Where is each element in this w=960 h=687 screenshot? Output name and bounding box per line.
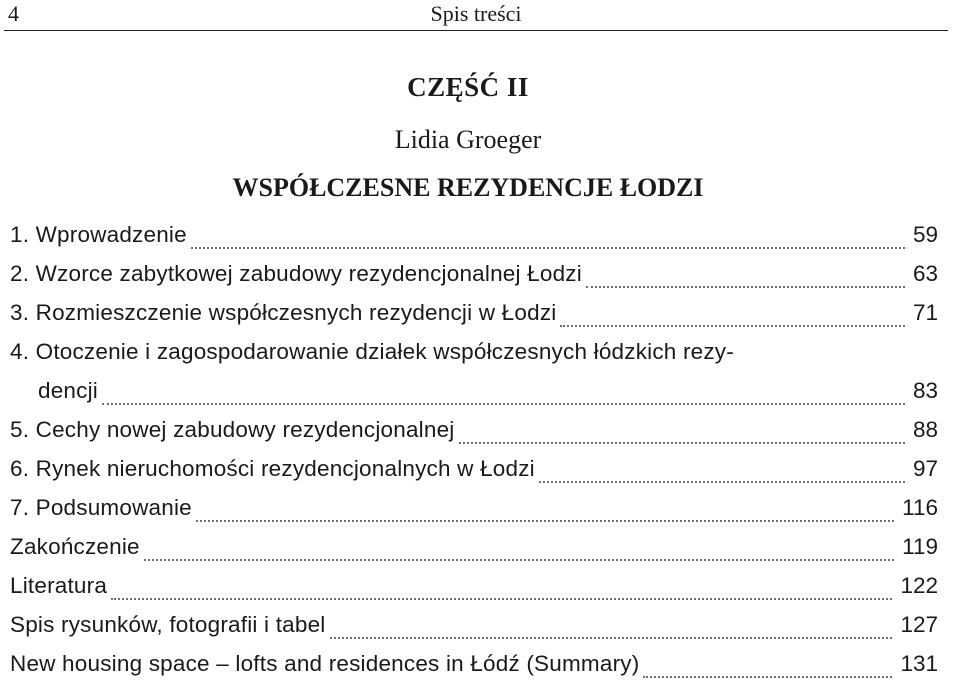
toc-entry-label: New housing space – lofts and residences in Łódź (Summary): [10, 651, 640, 676]
toc-entry-page: 63: [912, 261, 938, 286]
toc-entry-page: 127: [900, 612, 938, 637]
toc-entry-label: Spis rysunków, fotografii i tabel: [10, 612, 326, 637]
toc-entry-page: 71: [912, 300, 938, 325]
toc-entry-label: 7. Podsumowanie: [10, 495, 192, 520]
running-title: Spis treści: [430, 1, 522, 26]
leader-dots: [586, 276, 905, 288]
leader-dots: [539, 471, 905, 483]
section-title: WSPÓŁCZESNE REZYDENCJE ŁODZI: [232, 173, 704, 202]
toc-entry-label: Zakończenie: [10, 534, 140, 559]
toc-entry-summary[interactable]: [10, 495, 946, 531]
toc-entry-features[interactable]: [10, 417, 946, 453]
toc-entry-label-continuation: dencji: [38, 378, 98, 403]
author-name: Lidia Groeger: [394, 125, 542, 154]
toc-entry-label: 1. Wprowadzenie: [10, 222, 187, 247]
leader-dots: [643, 666, 892, 678]
leader-dots: [191, 237, 905, 249]
leader-dots: [560, 315, 905, 327]
toc-entry-page: 88: [912, 417, 938, 442]
toc-entry-label: 3. Rozmieszczenie współczesnych rezydencji w Łodzi: [10, 300, 557, 325]
toc-entry-page: 97: [912, 456, 938, 481]
toc-entry-label: 2. Wzorce zabytkowej zabudowy rezydencjonalnej Łodzi: [10, 261, 582, 286]
leader-dots: [459, 432, 905, 444]
toc-entry-conclusion[interactable]: [10, 534, 946, 570]
toc-entry-distribution[interactable]: [10, 300, 946, 336]
leader-dots: [330, 627, 892, 639]
toc-entry-label: 4. Otoczenie i zagospodarowanie działek współczesnych łódzkich rezy-: [10, 339, 734, 364]
toc-entry-surroundings[interactable]: [10, 339, 946, 414]
toc-entry-page: 83: [912, 378, 938, 403]
toc-entry-english-summary[interactable]: [10, 651, 946, 687]
toc-entry-page: 116: [902, 495, 938, 520]
toc-entry-literature[interactable]: [10, 573, 946, 609]
toc-entry-market[interactable]: [10, 456, 946, 492]
leader-dots: [111, 588, 892, 600]
toc-entry-figures-list[interactable]: [10, 612, 946, 648]
toc-entry-page: 119: [902, 534, 938, 559]
toc-entry-page: 122: [900, 573, 938, 598]
toc-entry-label: Literatura: [10, 573, 108, 598]
toc-entry-label: 5. Cechy nowej zabudowy rezydencjonalnej: [10, 417, 455, 442]
running-header: [4, 0, 948, 31]
toc-entry-introduction[interactable]: [10, 222, 946, 258]
toc-entry-page: 59: [912, 222, 938, 247]
leader-dots: [144, 549, 894, 561]
leader-dots: [196, 510, 894, 522]
page-number: 4: [8, 1, 19, 26]
leader-dots: [102, 393, 905, 405]
toc-entry-patterns[interactable]: [10, 261, 946, 297]
part-label: CZĘŚĆ II: [407, 72, 529, 102]
toc-entry-page: 131: [900, 651, 938, 676]
toc-entry-label: 6. Rynek nieruchomości rezydencjonalnych w Łodzi: [10, 456, 535, 481]
